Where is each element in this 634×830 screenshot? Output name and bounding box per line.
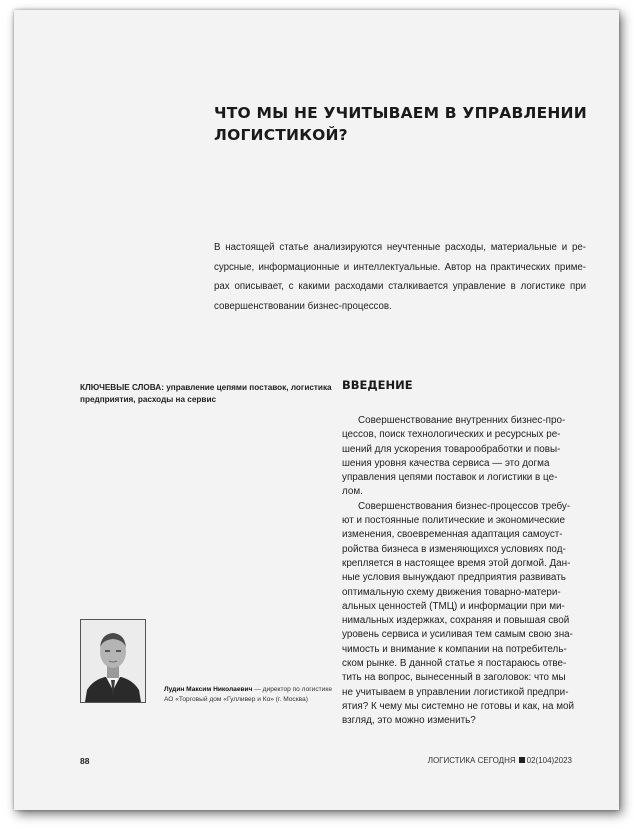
body-line: цессов, поиск технологических и ресурсных ре- <box>342 429 561 441</box>
body-line: нимальных издержках, сохраняя и повышая свой <box>342 615 570 627</box>
body-line: оптимальную схему движения товарно-матери- <box>342 586 561 598</box>
body-line: взгляд, это можно изменить? <box>342 715 476 727</box>
body-line: шений для ускорения товарообработки и повы- <box>342 443 561 455</box>
author-name: Лудин Максим Николаевич <box>164 686 253 693</box>
body-line: ятия? К чему мы системно не готовы и как, на мой <box>342 700 575 712</box>
page-number: 88 <box>80 756 90 766</box>
article-title <box>214 102 594 146</box>
journal-issue: 02(104)2023 <box>526 756 572 765</box>
keywords-line: предприятия, расходы на сервис <box>80 394 217 404</box>
body-line: ском рынке. В данной статье я постараюсь отве- <box>342 658 567 670</box>
body-line: Совершенствование внутренних бизнес-про- <box>358 415 566 426</box>
author-role: — директор по логистике <box>252 686 332 693</box>
title-line: ЧТО МЫ НЕ УЧИТЫВАЕМ В УПРАВЛЕНИИ <box>214 104 587 122</box>
body-line: Совершенствования бизнес-процессов требу- <box>358 500 571 512</box>
author-caption <box>164 685 344 704</box>
title-line: ЛОГИСТИКОЙ? <box>214 126 348 144</box>
lead-line: сурсные, информационные и интеллектуальные. Автор на практических приме- <box>214 261 586 273</box>
body-line: ные условия вынуждают предприятия развивать <box>342 572 566 584</box>
author-photo <box>80 619 146 703</box>
section-heading: ВВЕДЕНИЕ <box>342 378 413 392</box>
body-line: тить на вопрос, вынесенный в заголовок: что мы <box>342 672 566 684</box>
lead-line: совершенствовании бизнес-процессов. <box>214 300 392 312</box>
body-line: ют и постоянные политические и экономические <box>342 515 565 527</box>
article-lead <box>214 238 586 316</box>
body-line: альных ценностей (ТМЦ) и информации при ми- <box>342 600 565 612</box>
body-line: управления цепями поставок и логистики в це- <box>342 472 558 484</box>
keywords-line: КЛЮЧЕВЫЕ СЛОВА: управление цепями поставок, логистика <box>80 383 332 392</box>
article-page <box>14 10 619 810</box>
body-line: шения уровня качества сервиса — это догма <box>342 457 550 469</box>
body-line: ройства бизнеса в изменяющихся условиях под- <box>342 543 566 555</box>
author-company: АО «Торговый дом «Гулливер и Ко» (г. Москва) <box>164 695 308 703</box>
body-line: лом. <box>342 486 363 498</box>
body-line: уровень сервиса и усиливая тем самым свою зна- <box>342 629 573 641</box>
lead-line: рах описывает, с какими расходами сталкивается управление в логистике при <box>214 281 586 293</box>
body-line: крепляется в настоящее время этой догмой. Дан- <box>342 557 571 569</box>
author-caption-line <box>164 685 344 695</box>
author-portrait-image <box>81 620 145 702</box>
journal-footer <box>428 756 572 765</box>
body-line: изменения, своевременная адаптация самоуст- <box>342 529 563 541</box>
lead-line: В настоящей статье анализируются неучтенные расходы, материальные и ре- <box>214 242 586 253</box>
body-line: чимость и внимание к компании на потребитель- <box>342 643 567 655</box>
keywords <box>80 382 332 405</box>
journal-name: ЛОГИСТИКА СЕГОДНЯ <box>427 756 516 765</box>
body-text <box>342 414 592 729</box>
square-separator-icon <box>519 757 525 763</box>
body-line: не учитываем в управлении логистикой предпри- <box>342 686 569 698</box>
